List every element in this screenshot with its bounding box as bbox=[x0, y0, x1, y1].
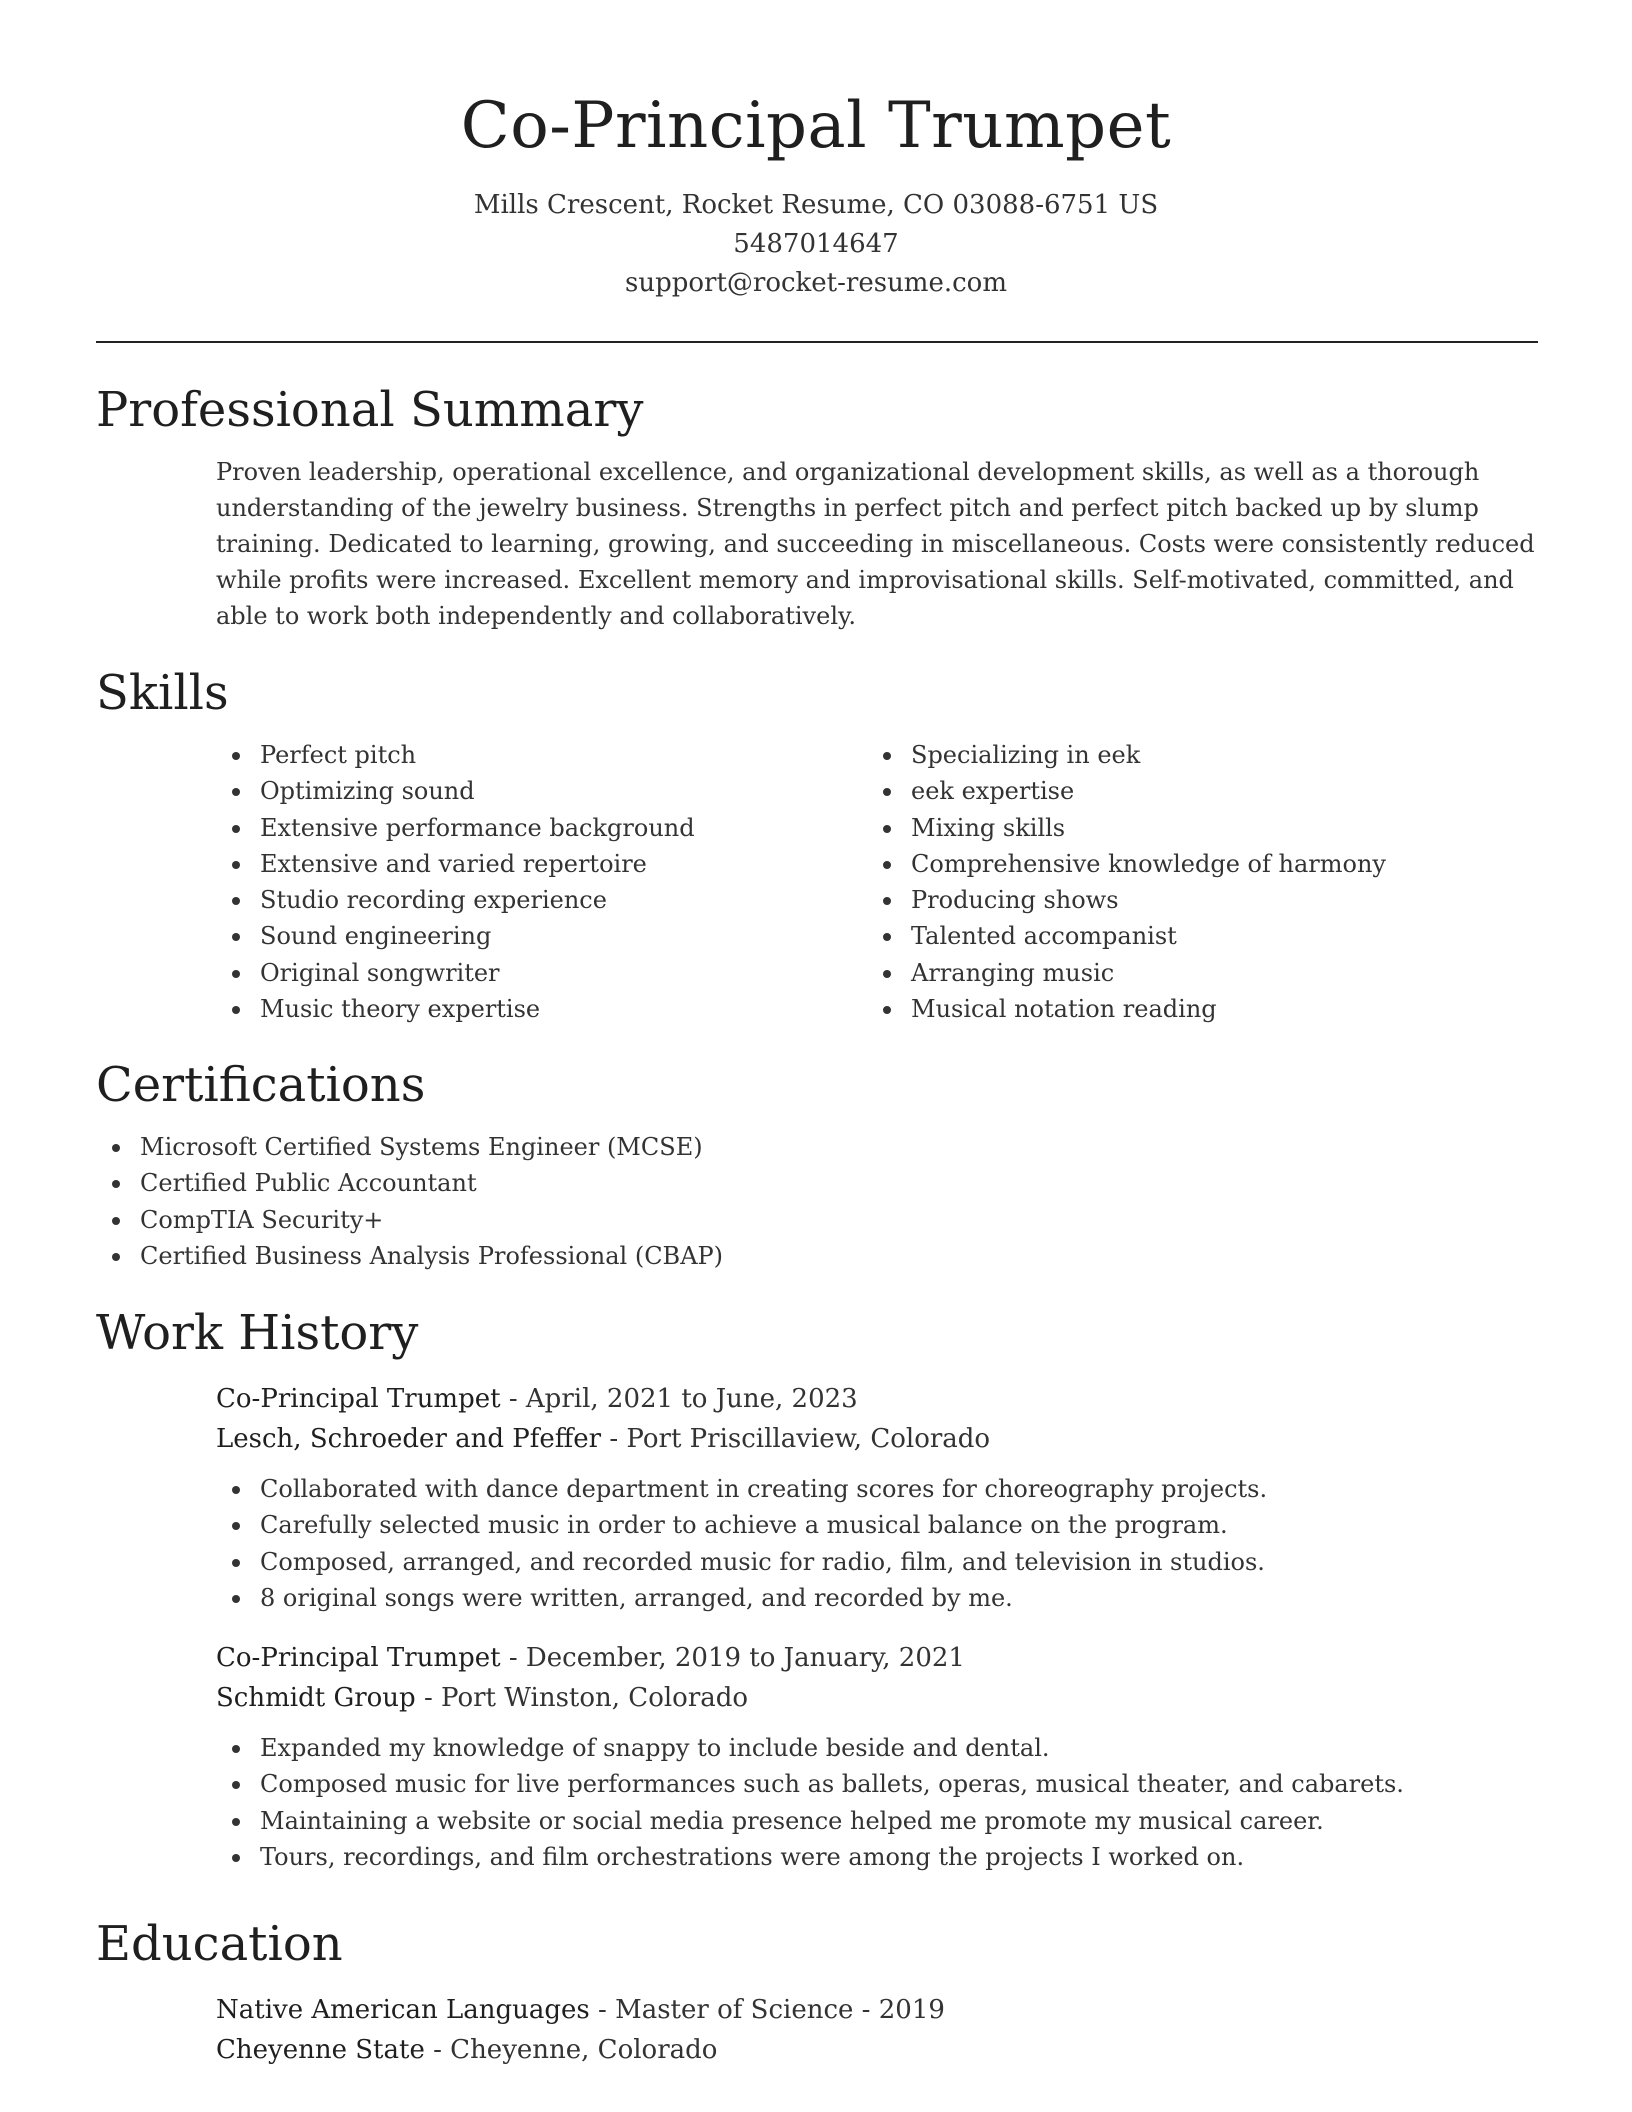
job-entry bbox=[216, 1638, 1538, 1875]
bullet-dot-icon bbox=[232, 897, 240, 905]
skill-item-text: Producing shows bbox=[911, 886, 1119, 915]
job-title-line bbox=[216, 1638, 1538, 1678]
skill-item bbox=[216, 737, 867, 773]
skill-item bbox=[216, 955, 867, 991]
job-company-line bbox=[216, 1419, 1538, 1459]
bullet-dot-icon bbox=[883, 970, 891, 978]
job-duty-item-text: Collaborated with dance department in creating scores for choreography projects. bbox=[260, 1475, 1268, 1503]
education-location: Cheyenne, Colorado bbox=[450, 2035, 718, 2065]
skill-item-text: Mixing skills bbox=[911, 813, 1066, 842]
skill-item-text: Extensive and varied repertoire bbox=[260, 849, 647, 878]
bullet-dot-icon bbox=[232, 1559, 240, 1567]
bullet-dot-icon bbox=[232, 1595, 240, 1603]
skill-item bbox=[867, 918, 1518, 954]
skill-item-text: Arranging music bbox=[911, 958, 1115, 987]
education-separator: - bbox=[424, 2035, 451, 2065]
bullet-dot-icon bbox=[232, 752, 240, 760]
skill-item-text: Studio recording experience bbox=[260, 886, 607, 915]
job-duty-item bbox=[216, 1803, 1538, 1839]
job-duty-item-text: Tours, recordings, and film orchestrations were among the projects I worked on. bbox=[260, 1843, 1245, 1872]
job-location: Port Winston, Colorado bbox=[441, 1683, 749, 1714]
skill-item-text: Talented accompanist bbox=[911, 922, 1177, 951]
skill-item bbox=[867, 882, 1518, 918]
bullet-dot-icon bbox=[883, 752, 891, 760]
job-duty-item-text: Expanded my knowledge of snappy to include beside and dental. bbox=[260, 1734, 1050, 1763]
job-duties-list bbox=[216, 1730, 1538, 1875]
work-history-heading: Work History bbox=[96, 1305, 419, 1361]
certification-item-text: Microsoft Certified Systems Engineer (MCSE) bbox=[140, 1133, 703, 1161]
skill-item bbox=[216, 846, 867, 882]
job-duties-list bbox=[216, 1471, 1538, 1616]
certification-item-text: Certified Public Accountant bbox=[140, 1169, 477, 1198]
job-duty-item bbox=[216, 1730, 1538, 1766]
contact-phone: 5487014647 bbox=[733, 229, 899, 259]
skill-item bbox=[867, 846, 1518, 882]
certification-item-text: CompTIA Security+ bbox=[140, 1205, 384, 1234]
skill-item-text: Comprehensive knowledge of harmony bbox=[911, 849, 1386, 878]
job-duty-item bbox=[216, 1544, 1538, 1580]
job-duty-item-text: Maintaining a website or social media presence helped me promote my musical career. bbox=[260, 1806, 1324, 1835]
job-role: Co-Principal Trumpet bbox=[216, 1643, 501, 1674]
bullet-dot-icon bbox=[883, 1006, 891, 1014]
education-degree: Master of Science bbox=[615, 1995, 854, 2025]
job-duty-item-text: 8 original songs were written, arranged, and recorded by me. bbox=[260, 1583, 1013, 1612]
job-company: Schmidt Group bbox=[216, 1683, 416, 1714]
job-separator: - bbox=[415, 1683, 442, 1714]
bullet-dot-icon bbox=[883, 825, 891, 833]
summary-text: Proven leadership, operational excellence, and organizational development skills, as well as a thorough understanding of the jewelry business. Strengths in perfect pitch and perfect pitch backed up by slump training. Dedicated to learning, growing, and succeeding in miscellaneous. Costs were consistently reduced while profits were increased. Excellent memory and improvisational skills. Self-motivated, committed, and able to work both independently and collaboratively. bbox=[216, 458, 1535, 630]
bullet-dot-icon bbox=[883, 933, 891, 941]
skill-item bbox=[216, 773, 867, 809]
bullet-dot-icon bbox=[232, 788, 240, 796]
certification-item bbox=[96, 1165, 1538, 1201]
bullet-dot-icon bbox=[232, 1818, 240, 1826]
job-duty-item-text: Carefully selected music in order to achieve a musical balance on the program. bbox=[260, 1511, 1228, 1540]
bullet-dot-icon bbox=[112, 1253, 120, 1261]
education-degree-line bbox=[216, 1990, 1538, 2030]
bullet-dot-icon bbox=[232, 1781, 240, 1789]
education-school: Cheyenne State bbox=[216, 2035, 425, 2065]
skill-item-text: Perfect pitch bbox=[260, 741, 417, 769]
contact-email: support@rocket-resume.com bbox=[624, 268, 1007, 298]
skills-list-right bbox=[867, 737, 1518, 1027]
bullet-dot-icon bbox=[232, 1854, 240, 1862]
skills-list-left bbox=[216, 737, 867, 1027]
bullet-dot-icon bbox=[232, 825, 240, 833]
certifications-list bbox=[96, 1129, 1538, 1274]
job-duty-item bbox=[216, 1507, 1538, 1543]
bullet-dot-icon bbox=[232, 861, 240, 869]
skill-item-text: Sound engineering bbox=[260, 922, 492, 951]
bullet-dot-icon bbox=[232, 1486, 240, 1494]
bullet-dot-icon bbox=[883, 788, 891, 796]
bullet-dot-icon bbox=[232, 1745, 240, 1753]
skill-item-text: Specializing in eek bbox=[911, 741, 1141, 769]
skill-item-text: Optimizing sound bbox=[260, 777, 475, 806]
contact-address: Mills Crescent, Rocket Resume, CO 03088-6751 US bbox=[473, 190, 1159, 220]
bullet-dot-icon bbox=[112, 1180, 120, 1188]
education-field: Native American Languages bbox=[216, 1995, 590, 2025]
bullet-dot-icon bbox=[112, 1217, 120, 1225]
job-dates: December, 2019 to January, 2021 bbox=[525, 1643, 965, 1674]
education-entry bbox=[216, 1990, 1538, 2070]
summary-heading: Professional Summary bbox=[96, 382, 644, 438]
certification-item bbox=[96, 1238, 1538, 1274]
skill-item-text: Original songwriter bbox=[260, 958, 500, 987]
skill-item bbox=[216, 918, 867, 954]
education-separator: - bbox=[853, 1995, 879, 2025]
bullet-dot-icon bbox=[883, 897, 891, 905]
skills-columns bbox=[216, 737, 1538, 1027]
summary-section bbox=[96, 378, 1538, 634]
skill-item-text: Musical notation reading bbox=[911, 995, 1217, 1024]
job-title-line bbox=[216, 1379, 1538, 1419]
skill-item-text: Music theory expertise bbox=[260, 995, 541, 1024]
bullet-dot-icon bbox=[883, 861, 891, 869]
job-duty-item-text: Composed music for live performances such as ballets, operas, musical theater, and cabarets. bbox=[260, 1770, 1404, 1799]
candidate-name: Co-Principal Trumpet bbox=[460, 89, 1172, 163]
job-list bbox=[96, 1379, 1538, 1875]
job-duty-item-text: Composed, arranged, and recorded music for radio, film, and television in studios. bbox=[260, 1547, 1265, 1576]
job-company: Lesch, Schroeder and Pfeffer bbox=[216, 1424, 602, 1454]
certification-item-text: Certified Business Analysis Professional (CBAP) bbox=[140, 1241, 724, 1270]
certifications-section bbox=[96, 1053, 1538, 1274]
skill-item bbox=[867, 810, 1518, 846]
skill-item bbox=[867, 991, 1518, 1027]
education-year: 2019 bbox=[878, 1995, 945, 2025]
skills-section bbox=[96, 661, 1538, 1027]
education-school-line bbox=[216, 2030, 1538, 2070]
job-company-line bbox=[216, 1678, 1538, 1718]
skill-item-text: Extensive performance background bbox=[260, 813, 695, 842]
education-separator: - bbox=[589, 1995, 616, 2025]
job-separator: - bbox=[500, 1384, 526, 1414]
skill-item-text: eek expertise bbox=[911, 777, 1075, 806]
bullet-dot-icon bbox=[232, 1522, 240, 1530]
job-entry bbox=[216, 1379, 1538, 1616]
job-duty-item bbox=[216, 1471, 1538, 1507]
header-divider bbox=[96, 341, 1538, 343]
bullet-dot-icon bbox=[232, 970, 240, 978]
certification-item bbox=[96, 1202, 1538, 1238]
skill-item bbox=[867, 955, 1518, 991]
skill-item bbox=[867, 737, 1518, 773]
bullet-dot-icon bbox=[112, 1144, 120, 1152]
skill-item bbox=[216, 882, 867, 918]
skill-item bbox=[216, 991, 867, 1027]
job-separator: - bbox=[601, 1424, 627, 1454]
job-dates: April, 2021 to June, 2023 bbox=[525, 1384, 858, 1414]
education-heading: Education bbox=[96, 1916, 343, 1972]
skills-heading: Skills bbox=[96, 665, 229, 721]
certifications-heading: Certifications bbox=[96, 1057, 426, 1113]
work-history-section bbox=[96, 1301, 1538, 1875]
job-role: Co-Principal Trumpet bbox=[216, 1384, 501, 1414]
skills-column-left bbox=[216, 737, 867, 1027]
job-duty-item bbox=[216, 1839, 1538, 1875]
bullet-dot-icon bbox=[232, 933, 240, 941]
skill-item bbox=[216, 810, 867, 846]
education-section bbox=[96, 1912, 1538, 2070]
job-duty-item bbox=[216, 1766, 1538, 1802]
resume-header bbox=[0, 0, 1632, 303]
certification-item bbox=[96, 1129, 1538, 1165]
skill-item bbox=[867, 773, 1518, 809]
job-duty-item bbox=[216, 1580, 1538, 1616]
job-location: Port Priscillaview, Colorado bbox=[626, 1424, 991, 1454]
job-separator: - bbox=[500, 1643, 526, 1674]
skills-column-right bbox=[867, 737, 1518, 1027]
bullet-dot-icon bbox=[232, 1006, 240, 1014]
